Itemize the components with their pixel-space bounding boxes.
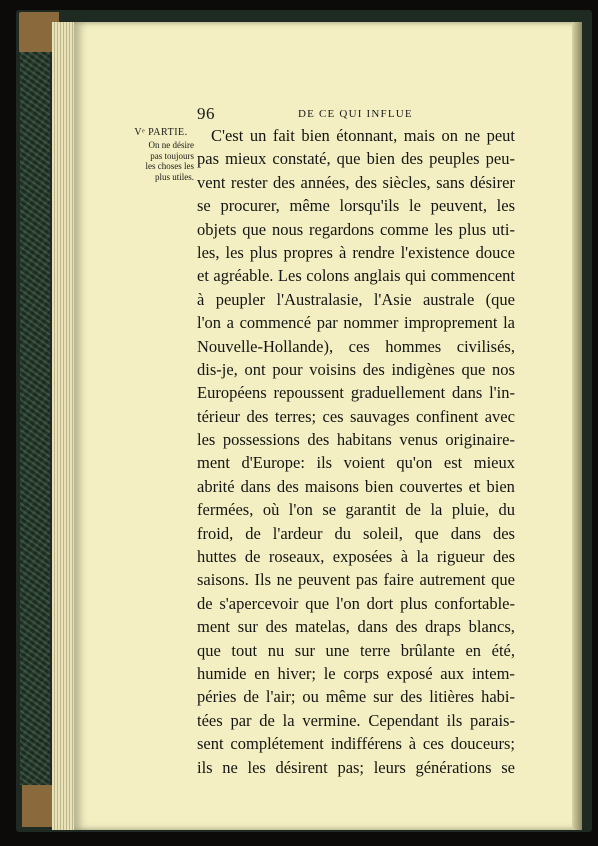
margin-note-line: les choses les <box>145 161 194 171</box>
body-line: térieur des terres; ces sauvages confinent avec <box>197 406 515 426</box>
body-line: ils ne les désirent pas; leurs générations se <box>197 757 515 777</box>
body-line: saisons. Ils ne peuvent pas faire autrement que <box>197 570 515 590</box>
body-line: ment sur des matelas, dans des draps blancs, <box>197 617 515 637</box>
body-line: péries de l'air; ou même sur des litières habi- <box>197 687 515 707</box>
margin-note-line: pas toujours <box>150 150 194 161</box>
body-line: objets que nous regardons comme les plus uti- <box>197 219 515 239</box>
body-line: sent complétement indifférens à ces douceurs; <box>197 734 515 754</box>
page-header <box>0 104 598 124</box>
body-line: et agréable. Les colons anglais qui commencent <box>197 266 515 286</box>
body-line: ment d'Europe: ils voient qu'on est mieux <box>197 453 515 473</box>
body-line: humide en hiver; le corps exposé aux intem- <box>197 663 515 683</box>
body-line: Nouvelle-Hollande), ces hommes civilisés, <box>197 336 515 356</box>
body-line: de s'apercevoir que l'on dort plus confortable- <box>197 593 515 613</box>
body-line: l'on a commencé par nommer improprement la <box>197 313 515 333</box>
margin-note-line: plus utiles. <box>154 171 194 182</box>
body-line: abrité dans des maisons bien couvertes et bien <box>197 476 515 496</box>
margin-part-label: Vᵉ PARTIE. <box>134 127 188 138</box>
body-line: C'est un fait bien étonnant, mais on ne peut <box>211 126 515 145</box>
margin-note <box>128 127 194 182</box>
page-gutter-shadow <box>572 22 582 830</box>
body-line: Européens repoussent graduellement dans l'in- <box>197 383 515 403</box>
body-line: dis-je, ont pour voisins des indigènes que nos <box>197 359 515 379</box>
page-number: 96 <box>197 104 215 123</box>
body-line: se procurer, même lorsqu'ils le peuvent, les <box>197 196 515 216</box>
body-line: tées par de la vermine. Cependant ils parais- <box>197 710 515 730</box>
body-line: les possessions des habitans venus originaire- <box>197 430 515 450</box>
running-head: DE CE QUI INFLUE <box>298 108 413 120</box>
body-line: froid, de l'ardeur du soleil, que dans des <box>197 523 515 543</box>
body-line: huttes de roseaux, exposées à la rigueur des <box>197 547 515 567</box>
margin-note-line: On ne désire <box>148 140 194 150</box>
body-line: pas mieux constaté, que bien des peuples peu- <box>197 149 515 169</box>
marbled-cover-edge <box>20 40 50 785</box>
body-text <box>197 124 515 779</box>
body-line: vent rester des années, des siècles, sans désirer <box>197 172 515 192</box>
body-line: que tout nu sur une terre brûlante en été, <box>197 640 515 660</box>
body-line: à peupler l'Australasie, l'Asie australe (que <box>197 289 515 309</box>
body-line: fermées, où l'on se garantit de la pluie, du <box>197 500 515 520</box>
body-line: les, les plus propres à rendre l'existence douce <box>197 242 515 262</box>
